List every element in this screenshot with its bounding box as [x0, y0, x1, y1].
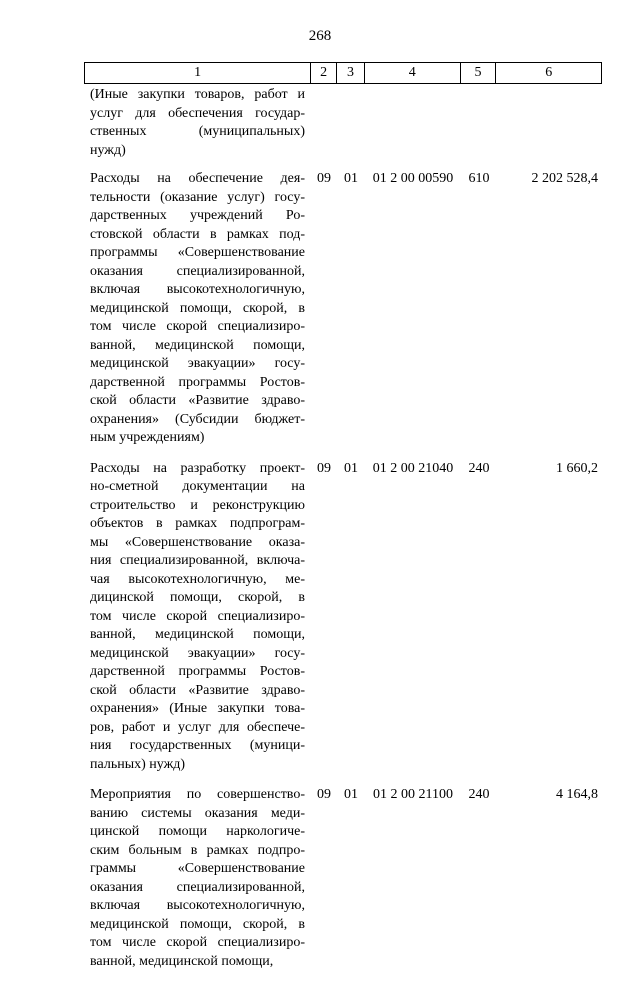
description-line: ванной, медицинской помощи,: [90, 337, 305, 353]
description-line: нужд): [90, 142, 126, 158]
header-col-4: 4: [365, 63, 461, 83]
table-row: [84, 86, 602, 160]
description-line: ственных (муниципальных): [90, 124, 305, 139]
description-line: медицинской эвакуации» госу-: [90, 645, 305, 661]
subsection-code: 01: [344, 171, 358, 186]
description-line: оказания специализированной,: [90, 879, 305, 895]
header-col-2: 2: [311, 63, 337, 83]
header-col-1: 1: [85, 63, 311, 83]
amount: 4 164,8: [556, 787, 598, 802]
target-article-code: [365, 86, 461, 160]
description-line: объектов в рамках подпрограм-: [90, 516, 305, 531]
description-line: ским больным в рамках подпро-: [90, 842, 305, 858]
description-line: дарственной программы Ростов-: [90, 374, 305, 390]
subsection-code: [337, 86, 365, 160]
target-article-code: 01 2 00 21100: [373, 787, 453, 802]
amount: [497, 86, 602, 160]
table-row: [84, 786, 602, 971]
description-line: ным учреждениям): [90, 430, 205, 445]
section-code: 09: [317, 460, 331, 476]
amount: 1 660,2: [556, 460, 598, 476]
expense-type-code: 240: [468, 787, 490, 802]
description-line: том числе скорой специализиро-: [90, 608, 305, 624]
description-line: ской области «Развитие здраво-: [90, 393, 305, 408]
description-line: том числе скорой специализиро-: [90, 935, 305, 950]
header-col-5: 5: [461, 63, 497, 83]
subsection-code: 01: [344, 787, 358, 802]
description-line: включая высокотехнологичную,: [90, 282, 305, 297]
description-line: ской области «Развитие здраво-: [90, 682, 305, 698]
description-line: (Иные закупки товаров, работ и: [90, 87, 305, 102]
description-line: ванной, медицинской помощи,: [90, 953, 274, 969]
description-line: Расходы на разработку проект-: [90, 460, 305, 476]
description-line: ров, работ и услуг для обеспече-: [90, 719, 305, 735]
target-article-code: 01 2 00 21040: [372, 460, 454, 476]
table-body: [84, 86, 602, 983]
description-line: дарственных учреждений Ро-: [90, 208, 305, 223]
description-line: ванной, медицинской помощи,: [90, 627, 305, 642]
description-line: охранения» (Иные закупки това-: [90, 701, 305, 716]
header-col-3: 3: [337, 63, 365, 83]
page-number: 268: [308, 28, 332, 44]
description-line: строительство и реконструкцию: [90, 497, 305, 513]
table-header: [84, 62, 602, 84]
description-line: программы «Совершенствование: [90, 245, 305, 260]
description-line: услуг для обеспечения государ-: [90, 105, 305, 121]
description-line: ния государственных (муници-: [90, 738, 305, 753]
description-line: тельности (оказание услуг) госу-: [90, 189, 305, 205]
description-line: Расходы на обеспечение дея-: [90, 171, 305, 186]
expense-type-code: 240: [468, 460, 490, 476]
row-description: [84, 86, 311, 160]
description-line: мы «Совершенствование оказа-: [90, 534, 305, 550]
description-line: ния специализированной, включа-: [90, 553, 305, 568]
description-line: ванию системы оказания меди-: [90, 805, 305, 821]
target-article-code: 01 2 00 00590: [372, 171, 454, 186]
expense-type-code: 610: [468, 171, 490, 186]
description-line: том числе скорой специализиро-: [90, 319, 305, 334]
section-code: 09: [317, 171, 331, 186]
row-description: [84, 170, 311, 448]
description-line: цинской помощи наркологиче-: [90, 824, 305, 839]
row-description: [84, 786, 311, 971]
description-line: стовской области в рамках под-: [90, 226, 305, 242]
expense-type-code: [461, 86, 497, 160]
description-line: но-сметной документации на: [90, 479, 305, 494]
header-col-6: 6: [545, 65, 553, 80]
row-description: [84, 460, 311, 775]
description-line: включая высокотехнологичную,: [90, 898, 305, 913]
description-line: медицинской эвакуации» госу-: [90, 356, 305, 371]
description-line: пальных) нужд): [90, 756, 186, 772]
section-code: 09: [317, 787, 331, 802]
description-line: Мероприятия по совершенство-: [90, 787, 305, 802]
description-line: дарственной программы Ростов-: [90, 664, 305, 679]
amount: 2 202 528,4: [531, 171, 598, 186]
description-line: охранения» (Субсидии бюджет-: [90, 411, 305, 427]
description-line: чая высокотехнологичную, ме-: [90, 571, 305, 587]
table-row: [84, 460, 602, 775]
section-code: [311, 86, 337, 160]
description-line: медицинской помощи, скорой, в: [90, 300, 305, 316]
description-line: оказания специализированной,: [90, 263, 305, 279]
description-line: медицинской помощи, скорой, в: [90, 916, 305, 932]
description-line: дицинской помощи, скорой, в: [90, 590, 305, 605]
table-row: [84, 170, 602, 448]
description-line: граммы «Совершенствование: [90, 861, 305, 876]
subsection-code: 01: [344, 460, 358, 476]
